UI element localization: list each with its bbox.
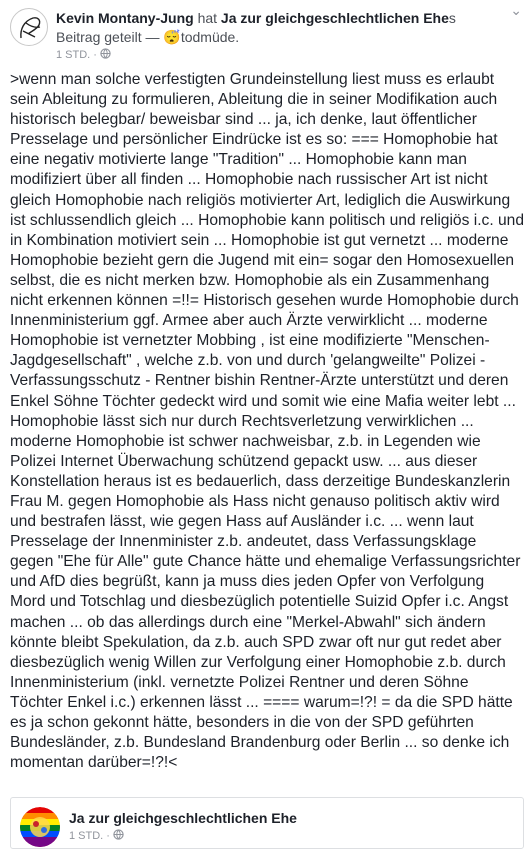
author-avatar[interactable]: [10, 8, 48, 46]
post-timestamp[interactable]: 1 STD.: [56, 49, 91, 61]
feeling-label[interactable]: todmüde.: [180, 29, 240, 45]
post-header-title: [56, 9, 506, 27]
group-name-link[interactable]: Ja zur gleichgeschlechtlichen Ehe: [220, 10, 449, 26]
shared-meta-separator: ·: [106, 830, 110, 842]
shared-group-meta: [69, 829, 124, 842]
chevron-down-icon[interactable]: ⌄: [510, 2, 522, 18]
post-header-text: [56, 9, 506, 63]
globe-icon: [100, 48, 111, 59]
shared-label: Beitrag geteilt —: [56, 29, 160, 45]
header-verb: hat: [197, 10, 218, 26]
meta-separator: ·: [93, 49, 97, 61]
header-group-suffix: s: [448, 10, 456, 26]
author-avatar-sketch-icon: [11, 9, 47, 45]
shared-globe-icon: [113, 829, 124, 840]
author-name-link[interactable]: Kevin Montany-Jung: [56, 10, 194, 26]
rainbow-flag-icon: [20, 807, 60, 847]
post-header: [0, 0, 532, 62]
post-body-text: >wenn man solche verfestigten Grundeinstellung liest muss es erlaubt sein Ableitung zu formulieren, Ableitung die in seiner Modifikation auch historisch belegbar/ beweisbar sind ... ja, ich denke, laut öffentlicher Presselage und persönlicher Eindrücke ist es so: === Homophobie hat eine negativ motivierte lange "Tradition" ... Homophobie kann man modifiziert über all finden ... Homophobie nach russischer Art ist nicht gleich Homophobie nach religiös motivierter Art, lediglich die Auswirkung ist schlussendlich gleich ... Homophobie kann politisch und religiös i.c. und in Kombination motiviert sein ... Homophobie ist gut vernetzt ... moderne Homophobie bezieht gern die Jugend mit ein= sogar den Homosexuellen selbst, die es nicht merken bzw. Homophobie als ein Zusammenhang nicht erkennen können =!!= Historisch gesehen wurde Homophobie durch Innenministerium ggf. Armee aber auch Ärzte verwirklicht ... moderne Homophobie ist vernetzter Mobbing , ist eine modifizierte "Menschen- Jagdgesellschaft" , welche z.b. von und durch 'gelangweilte" Polizei -Verfassungsschutz - Rentner bishin Rentner-Ärzte unterstützt und deren Enkel Söhne Töchter gedeckt wird und somit wie eine Mafia weiter lebt ... Homophobie lässt sich nur durch Rechtsverletzung verwirklichen ... moderne Homophobie ist schwer nachweisbar, z.b. in Legenden wie Polizei Internet Überwachung schützend gepackt usw. ... aus dieser Konstellation heraus ist es bedauerlich, dass derzeitige Bundeskanzlerin Frau M. gegen Homophobie als Hass nicht genauso politisch aktiv wird und bestrafen lässt, wie gegen Hass auf Ausländer i.c. ... wenn laut Presselage der Innenminister z.b. andeutet, dass Verfassungsklage gegen "Ehe für Alle" gute Chance hätte und ehemalige Verfassungsrichter und AfD dies begrüßt, kann ja muss dies jeden Opfer von Verfolgung Mord und Totschlag und diesbezüglich potentielle Suizid Opfer i.c. Angst machen ... ob das allerdings durch eine "Merkel-Abwahl" sich ändern könnte bleibt Spekulation, da z.b. auch SPD zwar oft nur gut redet aber diesbezüglich wenig Willen zur Verfolgung einer Homophobie z.b. durch Innenministerium (inkl. vernetzte Polizei Rentner und deren Söhne Töchter Enkel i.c.) erkennen lässt ... ==== warum=!?! = da die SPD hätte es ja schon gekonnt hätte, besonders in die von der SPD geführten Bundesländer, z.b. Bundesland Brandenburg oder Berlin ... so denke ich momentan darüber=!?!<: [10, 71, 525, 772]
sleepy-emoji-icon: 😴: [163, 29, 181, 45]
post-meta: [56, 48, 506, 63]
shared-timestamp[interactable]: 1 STD.: [69, 830, 104, 842]
post-header-subtitle: [56, 28, 506, 46]
shared-group-title[interactable]: Ja zur gleichgeschlechtlichen Ehe: [69, 810, 297, 826]
shared-group-card[interactable]: [10, 797, 524, 849]
group-avatar[interactable]: [20, 807, 60, 847]
